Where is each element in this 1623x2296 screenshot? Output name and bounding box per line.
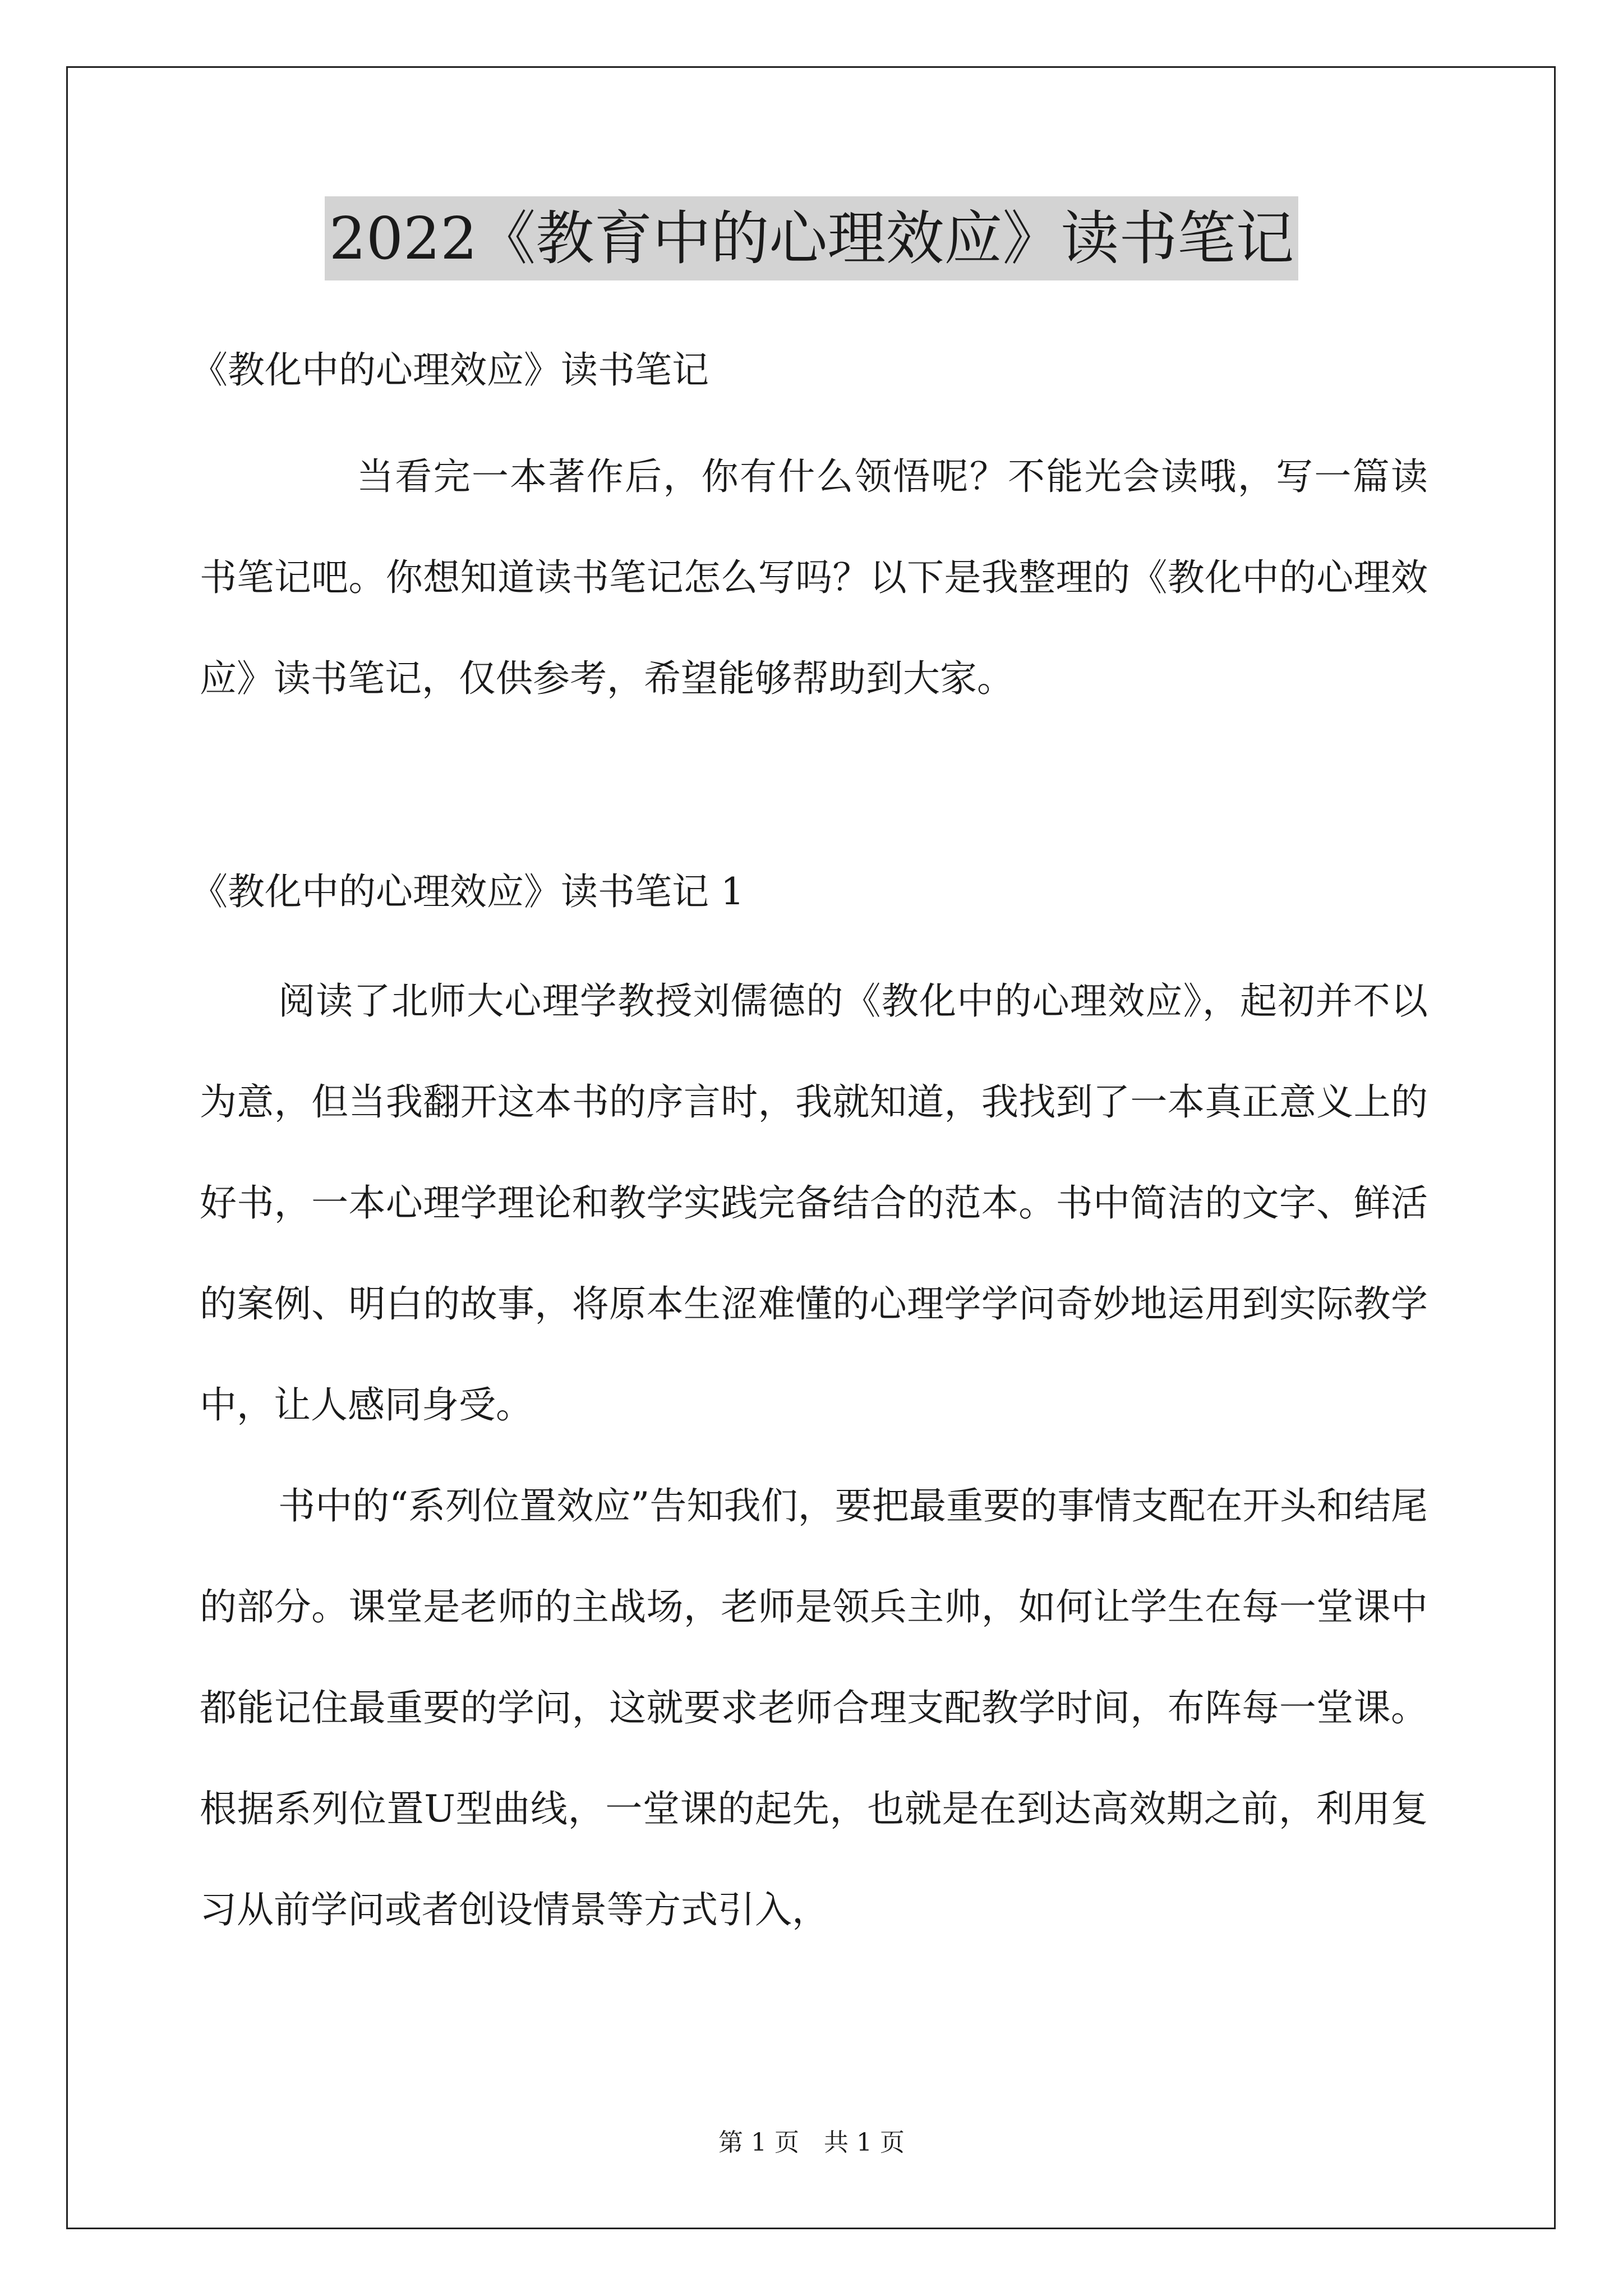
document-title: [0, 196, 1623, 280]
body-paragraph-2: 书中的“系列位置效应”告知我们，要把最重要的事情支配在开头和结尾的部分。课堂是老师的主战场，老师是领兵主帅，如何让学生在每一堂课中都能记住最重要的学问，这就要求老师合理支配教学时间，布阵每一堂课。根据系列位置U型曲线，一堂课的起先，也就是在到达高效期之前，利用复习从前学问或者创设情景等方式引入，: [200, 1484, 1428, 1931]
document-subtitle: 《教化中的心理效应》读书笔记: [191, 348, 709, 392]
section-heading: 《教化中的心理效应》读书笔记 1: [191, 870, 744, 913]
intro-paragraph: 当看完一本著作后，你有什么领悟呢？不能光会读哦，写一篇读书笔记吧。你想知道读书笔记怎么写吗？以下是我整理的《教化中的心理效应》读书笔记，仅供参考，希望能够帮助到大家。: [200, 455, 1428, 700]
page-footer: 第 1 页 共 1 页: [718, 2128, 905, 2157]
document-title-text: 2022《教育中的心理效应》读书笔记: [325, 196, 1299, 280]
body-paragraph-1: 阅读了北师大心理学教授刘儒德的《教化中的心理效应》，起初并不以为意，但当我翻开这本书的序言时，我就知道，我找到了一本真正意义上的好书，一本心理学理论和教学实践完备结合的范本。书中简洁的文字、鲜活的案例、明白的故事，将原本生涩难懂的心理学学问奇妙地运用到实际教学中，让人感同身受。: [200, 979, 1428, 1427]
